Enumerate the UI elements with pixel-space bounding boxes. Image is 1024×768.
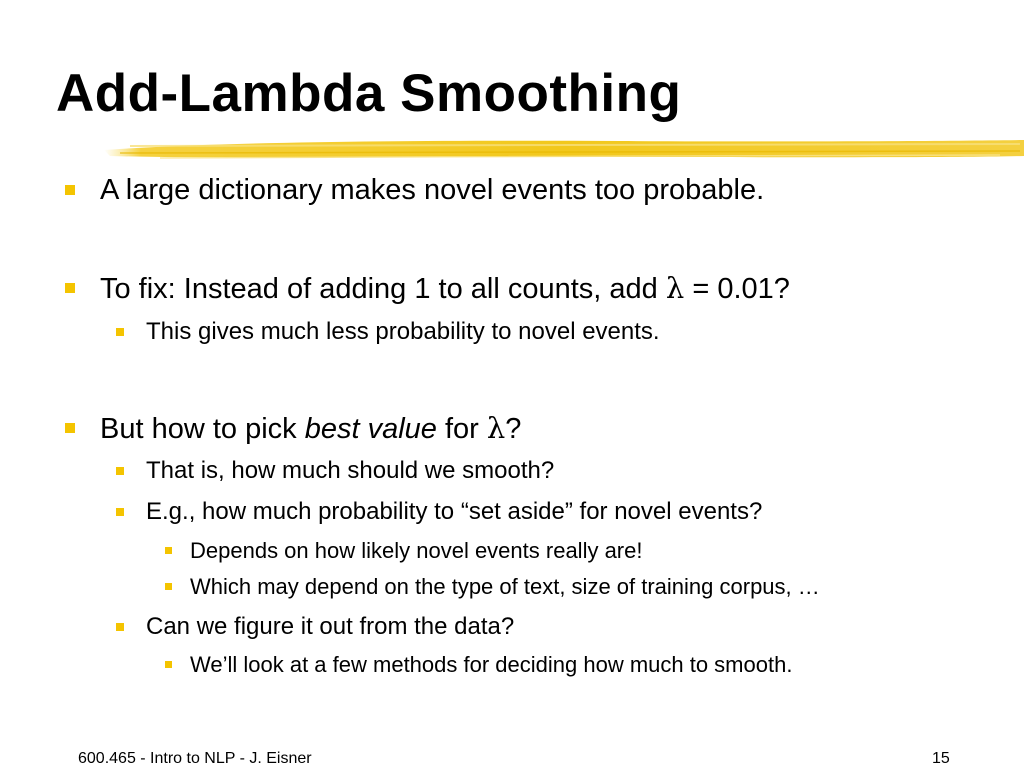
page-number: 15	[932, 750, 950, 767]
square-bullet-icon	[116, 328, 124, 336]
bullet-item: A large dictionary makes novel events too probable.	[100, 172, 764, 208]
footer-course-label: 600.465 - Intro to NLP - J. Eisner	[78, 750, 312, 767]
bullet-item: E.g., how much probability to “set aside” for novel events?	[146, 497, 762, 527]
square-bullet-icon	[165, 661, 172, 668]
bullet-item: That is, how much should we smooth?	[146, 456, 554, 486]
square-bullet-icon	[165, 583, 172, 590]
bullet-item: To fix: Instead of adding 1 to all counts, add λ = 0.01?	[100, 270, 790, 307]
bullet-item: But how to pick best value for λ?	[100, 410, 521, 447]
bullet-item: Which may depend on the type of text, size of training corpus, …	[190, 573, 820, 601]
bullet-item: We’ll look at a few methods for deciding how much to smooth.	[190, 651, 792, 679]
emphasis-text: best value	[304, 413, 437, 445]
bullet-item: Can we figure it out from the data?	[146, 612, 514, 642]
square-bullet-icon	[65, 185, 75, 195]
square-bullet-icon	[116, 623, 124, 631]
square-bullet-icon	[165, 547, 172, 554]
square-bullet-icon	[65, 283, 75, 293]
bullet-item: This gives much less probability to novel events.	[146, 317, 660, 347]
bullet-item: Depends on how likely novel events really are!	[190, 537, 642, 565]
square-bullet-icon	[116, 467, 124, 475]
slide-title: Add-Lambda Smoothing	[56, 64, 682, 123]
lambda-symbol: λ	[486, 411, 506, 445]
lambda-symbol: λ	[665, 271, 685, 305]
square-bullet-icon	[116, 508, 124, 516]
square-bullet-icon	[65, 423, 75, 433]
